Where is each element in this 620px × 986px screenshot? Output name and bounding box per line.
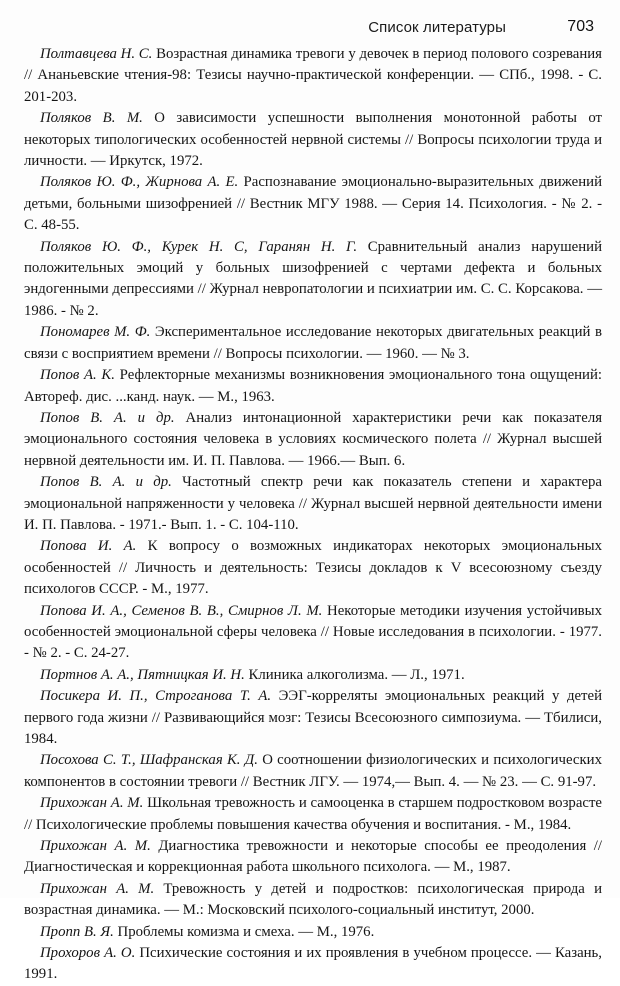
reference-text: Некоторые методики изучения устойчивых особенностей эмоциональной сферы человека // Новые исследования в психологии. - 1977. - № 2. - С. 24-27. <box>24 602 602 662</box>
reference-entry <box>24 472 602 536</box>
reference-entry <box>24 686 602 750</box>
reference-entry <box>24 922 602 943</box>
reference-author: Портнов А. А., Пятницкая И. Н. <box>40 666 245 683</box>
reference-text: Рефлекторные механизмы возникновения эмоционального тона ощущений: Автореф. дис. ...канд. наук. — М., 1963. <box>24 367 602 405</box>
running-head <box>38 18 594 42</box>
page-number: 703 <box>567 18 594 35</box>
reference-entry <box>24 322 602 365</box>
reference-entry <box>24 172 602 236</box>
reference-author: Посикера И. П., Строганова Т. А. <box>40 688 272 705</box>
reference-author: Пономарев М. Ф. <box>40 324 151 341</box>
reference-entry <box>24 665 602 686</box>
reference-author: Посохова С. Т., Шафранская К. Д. <box>40 752 258 769</box>
reference-author: Поляков В. М. <box>40 110 143 127</box>
reference-entry <box>24 601 602 665</box>
reference-author: Пропп В. Я. <box>40 923 114 940</box>
reference-entry <box>24 408 602 472</box>
reference-text: Школьная тревожность и самооценка в старшем подростковом возрасте // Психологические проблемы повышения качества обучения и воспитания. - М., 1984. <box>24 795 602 833</box>
reference-text: Сравнительный анализ нарушений положительных эмоций у больных шизофренией с чертами дефекта и больных эндогенными депрессиями // Журнал невропатологии и психиатрии им. С. С. Корсакова. — 1986. - № 2. <box>24 238 602 319</box>
reference-entry <box>24 44 602 108</box>
reference-text: Распознавание эмоционально-выразительных движений детьми, больными шизофренией // Вестник МГУ 1988. — Серия 14. Психология. - № 2. - С. 48-55. <box>24 174 602 234</box>
reference-author: Попов В. А. и др. <box>40 409 175 426</box>
reference-author: Полтавцева Н. С. <box>40 46 153 62</box>
reference-entry <box>24 943 602 986</box>
reference-author: Поляков Ю. Ф., Курек Н. С, Гаранян Н. Г. <box>40 238 358 255</box>
reference-text: Психические состояния и их проявления в учебном процессе. — Казань, 1991. <box>24 945 603 983</box>
reference-author: Прихожан А. М. <box>40 838 151 855</box>
reference-entry <box>24 879 602 922</box>
reference-text: Возрастная динамика тревоги у девочек в период полового созревания // Ананьевские чтения-98: Тезисы научно-практической конференции. — СПб., 1998. - С. 201-203. <box>24 46 602 105</box>
reference-author: Попов А. К. <box>40 367 115 384</box>
reference-author: Прихожан А. М. <box>40 880 155 897</box>
reference-entry <box>24 750 602 793</box>
reference-author: Попова И. А. <box>40 538 137 555</box>
reference-text: О соотношении физиологических и психологических компонентов в состоянии тревоги // Вестник ЛГУ. — 1974,— Вып. 4. — № 23. — С. 91-97. <box>24 752 602 790</box>
reference-text: Диагностика тревожности и некоторые способы ее преодоления // Диагностическая и коррекционная работа школьного психолога. — М., 1987. <box>24 838 602 876</box>
reference-entry <box>24 793 602 836</box>
reference-entry <box>24 836 602 879</box>
reference-author: Прохоров А. О. <box>40 945 136 962</box>
reference-author: Прихожан А. М. <box>40 795 144 812</box>
reference-author: Попова И. А., Семенов В. В., Смирнов Л. М. <box>40 602 323 619</box>
bibliography-list <box>24 44 602 986</box>
reference-text: Анализ интонационной характеристики речи как показателя эмоционального состояния человека в условиях космического полета // Журнал высшей нервной деятельности им. И. П. Павлова. — 1966.— Вып. 6. <box>24 409 603 469</box>
reference-entry <box>24 365 602 408</box>
reference-text: Частотный спектр речи как показатель степени и характера эмоциональной напряженности у человека // Журнал высшей нервной деятельности имени И. П. Павлова. - 1971.- Вып. 1. - С. 104-110. <box>24 474 602 533</box>
running-head-title: Список литературы <box>368 19 506 36</box>
reference-entry <box>24 536 602 600</box>
reference-text: К вопросу о возможных индикаторах некоторых эмоциональных особенностей // Личность и деятельность: Тезисы докладов к V всесоюзному съезду психологов СССР. - М., 1977. <box>24 538 602 598</box>
reference-text: Тревожность у детей и подростков: психологическая природа и возрастная динамика. — М.: Московский психолого-социальный институт, 2000. <box>24 880 602 919</box>
reference-entry <box>24 237 602 323</box>
reference-text: ЭЭГ-корреляты эмоциональных реакций у детей первого года жизни // Развивающийся мозг: Тезисы Всесоюзного симпозиума. — Тбилиси, 1984. <box>24 688 602 747</box>
reference-author: Попов В. А. и др. <box>40 474 172 491</box>
reference-text: О зависимости успешности выполнения монотонной работы от некоторых типологических особенностей нервной системы // Вопросы психологии труда и личности. — Иркутск, 1972. <box>24 110 602 170</box>
reference-author: Поляков Ю. Ф., Жирнова А. Е. <box>40 174 239 191</box>
reference-text: Экспериментальное исследование некоторых двигательных реакций в связи с восприятием времени // Вопросы психологии. — 1960. — № 3. <box>24 324 603 362</box>
reference-text: Проблемы комизма и смеха. — М., 1976. <box>113 923 375 940</box>
reference-text: Клиника алкоголизма. — Л., 1971. <box>244 666 465 683</box>
reference-entry <box>24 108 602 172</box>
